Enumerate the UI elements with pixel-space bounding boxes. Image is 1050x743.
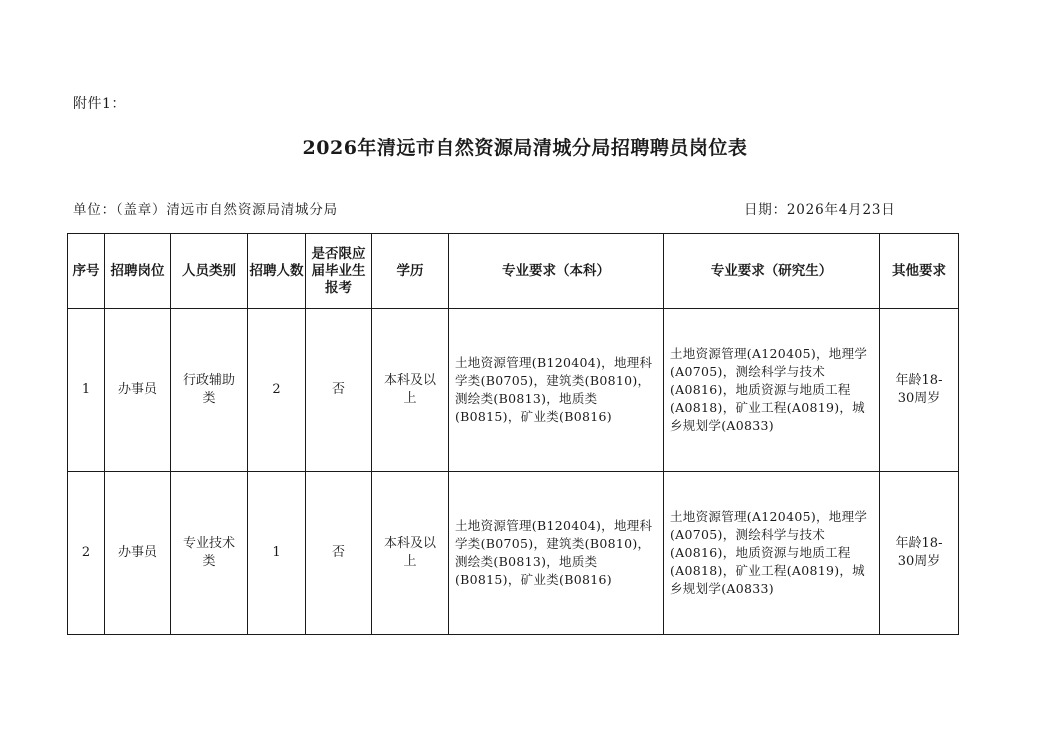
header-category: 人员类别 xyxy=(171,234,248,309)
table-row xyxy=(68,309,959,472)
header-education: 学历 xyxy=(372,234,449,309)
header-other: 其他要求 xyxy=(880,234,959,309)
document-title: 2026年清远市自然资源局清城分局招聘聘员岗位表 xyxy=(302,137,748,159)
header-position: 招聘岗位 xyxy=(105,234,171,309)
cell-seq: 2 xyxy=(68,472,105,635)
cell-category: 专业技术类 xyxy=(171,472,248,635)
cell-major-postgrad: 土地资源管理(A120405)，地理学(A0705)，测绘科学与技术(A0816)，地质资源与地质工程(A0818)，矿业工程(A0819)，城乡规划学(A0833) xyxy=(664,309,880,472)
cell-graduate-only: 否 xyxy=(306,472,372,635)
header-major-bachelor: 专业要求（本科） xyxy=(449,234,664,309)
header-graduate-only: 是否限应届毕业生报考 xyxy=(306,234,372,309)
cell-count: 1 xyxy=(248,472,306,635)
date-line: 日期：2026年4月23日 xyxy=(744,202,896,218)
header-count: 招聘人数 xyxy=(248,234,306,309)
cell-seq: 1 xyxy=(68,309,105,472)
header-major-postgrad: 专业要求（研究生） xyxy=(664,234,880,309)
attachment-label: 附件1： xyxy=(73,96,126,112)
job-positions-table xyxy=(67,233,959,635)
cell-graduate-only: 否 xyxy=(306,309,372,472)
cell-count: 2 xyxy=(248,309,306,472)
cell-education: 本科及以上 xyxy=(372,309,449,472)
cell-position: 办事员 xyxy=(105,309,171,472)
cell-major-bachelor: 土地资源管理(B120404)，地理科学类(B0705)，建筑类(B0810)，测绘类(B0813)，地质类(B0815)，矿业类(B0816) xyxy=(449,309,664,472)
table-header-row xyxy=(68,234,959,309)
cell-category: 行政辅助类 xyxy=(171,309,248,472)
cell-other: 年龄18-30周岁 xyxy=(880,309,959,472)
cell-other: 年龄18-30周岁 xyxy=(880,472,959,635)
header-seq: 序号 xyxy=(68,234,105,309)
cell-education: 本科及以上 xyxy=(372,472,449,635)
cell-position: 办事员 xyxy=(105,472,171,635)
unit-line: 单位：（盖章）清远市自然资源局清城分局 xyxy=(73,202,338,218)
table-row xyxy=(68,472,959,635)
cell-major-postgrad: 土地资源管理(A120405)，地理学(A0705)，测绘科学与技术(A0816)，地质资源与地质工程(A0818)，矿业工程(A0819)，城乡规划学(A0833) xyxy=(664,472,880,635)
cell-major-bachelor: 土地资源管理(B120404)，地理科学类(B0705)，建筑类(B0810)，测绘类(B0813)，地质类(B0815)，矿业类(B0816) xyxy=(449,472,664,635)
